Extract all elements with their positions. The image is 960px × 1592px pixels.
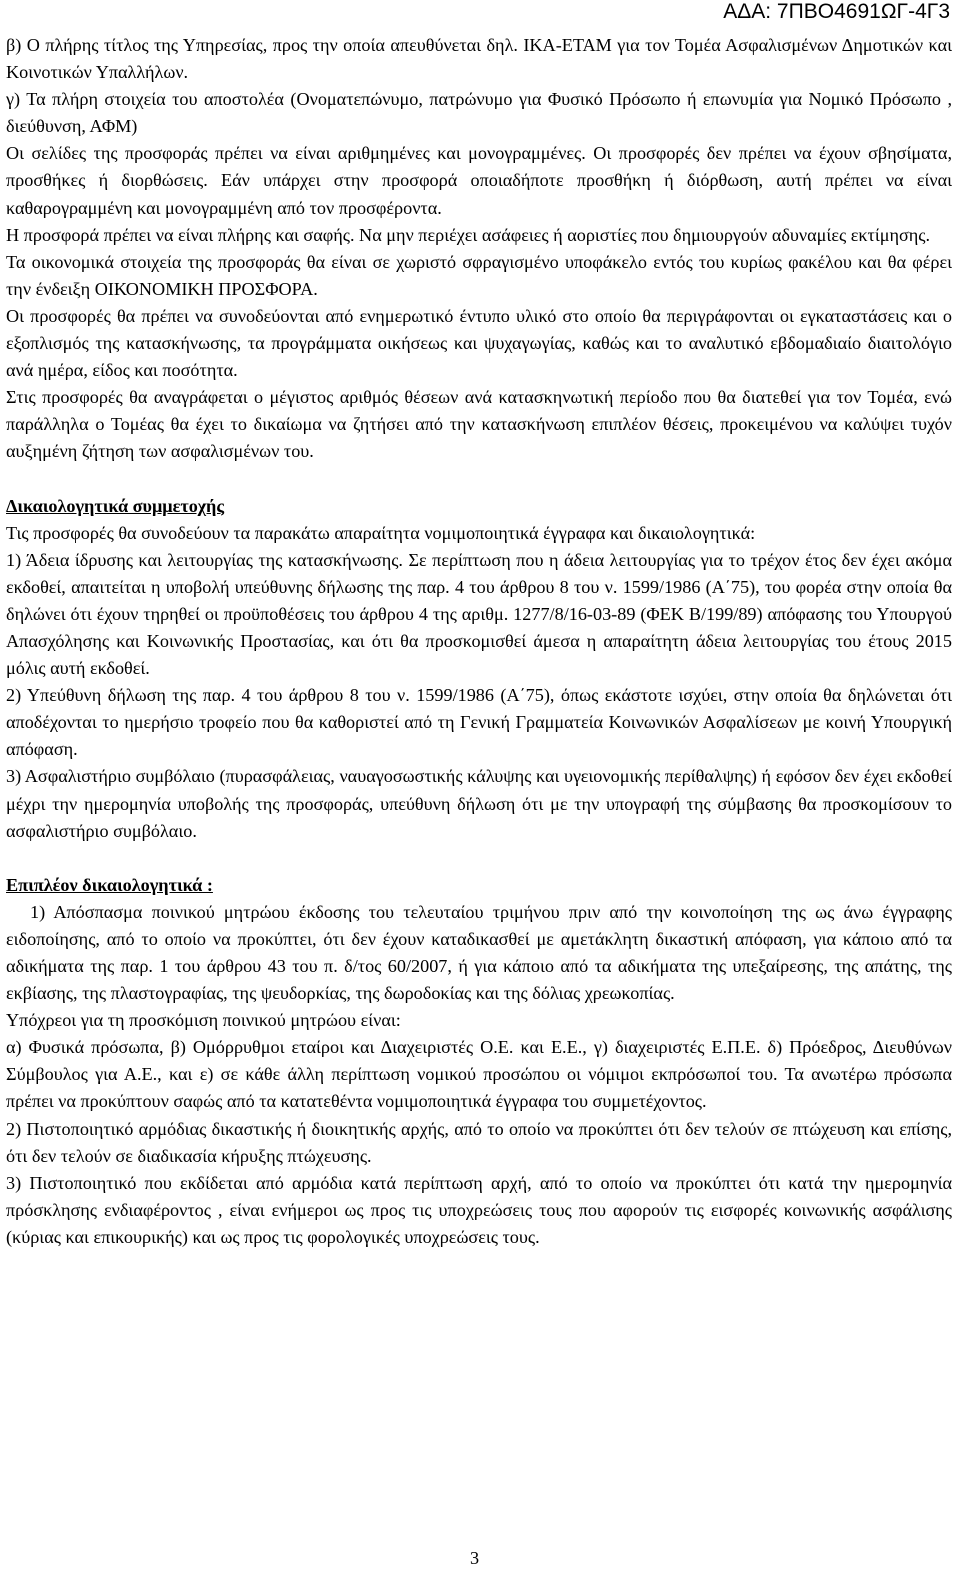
spacer — [6, 466, 952, 493]
paragraph-informational-material: Οι προσφορές θα πρέπει να συνοδεύονται από ενημερωτικό έντυπο υλικό στο οποίο θα περιγράφονται οι εγκαταστάσεις και ο εξοπλισμός της κατασκήνωσης, τα προγράμματα οικήσεως και ψυχαγωγίας, καθώς και το αναλυτικό εβδομαδιαίο διαιτολόγιο ανά ημέρα, είδος και ποσότητα. — [6, 305, 952, 381]
paragraph-obliged-persons-intro: Υπόχρεοι για τη προσκόμιση ποινικού μητρώου είναι: — [6, 1010, 401, 1031]
paragraph-max-positions: Στις προσφορές θα αναγράφεται ο μέγιστος αριθμός θέσεων ανά κατασκηνωτική περίοδο που θα διατεθεί για τον Τομέα, ενώ παράλληλα ο Τομέας θα έχει το δικαίωμα να ζητήσει από την κατασκήνωση επιπλέον θέσεις, προκειμένου να καλύψει τυχόν αυξημένη ζήτηση των ασφαλισμένων του. — [6, 387, 952, 462]
paragraph-obliged-persons: α) Φυσικά πρόσωπα, β) Ομόρρυθμοι εταίροι και Διαχειριστές Ο.Ε. και Ε.Ε., γ) διαχειριστές Ε.Π.Ε. δ) Πρόεδρος, Διευθύνων Σύμβουλος για Α.Ε., και ε) σε κάθε άλλη περίπτωση νομικού προσώπου οι νόμιμοι εκπρόσωποί του. Τα ανωτέρω πρόσωπα πρέπει να προκύπτουν σαφώς από τα κατατεθέντα νομιμοποιητικά έγγραφα του συμμετέχοντος. — [6, 1037, 952, 1112]
paragraph-insurance: 3) Ασφαλιστήριο συμβόλαιο (πυρασφάλειας, ναυαγοσωστικής κάλυψης και υγειονομικής περίθαλψης) ή εφόσον δεν έχει εκδοθεί μέχρι την ημερομηνία υποβολής της προσφοράς, υπεύθυνη δήλωση ότι με την υπογραφή της σύμβασης θα προσκομίσουν το ασφαλιστήριο συμβόλαιο. — [6, 766, 952, 841]
page-number: 3 — [470, 1548, 480, 1568]
paragraph-social-security-certificate: 3) Πιστοποιητικό που εκδίδεται από αρμόδια κατά περίπτωση αρχή, από το οποίο να προκύπτει ότι κατά την ημερομηνία πρόσκλησης ενδιαφέροντος , είναι ενήμεροι ως προς τις υποχρεώσεις τους που αφορούν τις εισφορές κοινωνικής ασφάλισης (κύριας και επικουρικής) και ως προς τις φορολογικές υποχρεώσεις τους. — [6, 1172, 952, 1247]
paragraph-page-numbering: Οι σελίδες της προσφοράς πρέπει να είναι αριθμημένες και μονογραμμένες. Οι προσφορές δεν πρέπει να έχουν σβησίματα, προσθήκες ή διορθώσεις. Εάν υπάρχει στην προσφορά οποιαδήποτε προσθήκη ή διόρθωση, αυτή πρέπει να είναι καθαρογραμμένη και μονογραμμένη από τον προσφέροντα. — [6, 143, 952, 218]
document-body — [6, 32, 952, 1251]
ada-identifier: ΑΔΑ: 7ΠΒΟ4691ΩΓ-4Γ3 — [723, 0, 950, 23]
paragraph-criminal-record: 1) Απόσπασμα ποινικού μητρώου έκδοσης του τελευταίου τριμήνου πριν από την κοινοποίηση της ως άνω έγγραφης ειδοποίησης, από το οποίο να προκύπτει, ότι δεν έχουν καταδικασθεί με αμετάκλητη δικαστική απόφαση, για κάποιο από τα αδικήματα της παρ. 1 του άρθρου 43 του π. δ/τος 60/2007, ή για κάποιο από τα αδικήματα της υπεξαίρεσης, της απάτης, της εκβίασης, της πλαστογραφίας, της ψευδορκίας, της δωροδοκίας και της δόλιας χρεωκοπίας. — [6, 901, 952, 1004]
spacer — [6, 845, 952, 872]
paragraph-financial-envelope: Τα οικονομικά στοιχεία της προσφοράς θα είναι σε χωριστό σφραγισμένο υποφάκελο εντός του κυρίως φακέλου και θα φέρει την ένδειξη ΟΙΚΟΝΟΜΙΚΗ ΠΡΟΣΦΟΡΑ. — [6, 251, 952, 299]
heading-participation-documents: Δικαιολογητικά συμμετοχής — [6, 495, 225, 516]
heading-additional-documents: Επιπλέον δικαιολογητικά : — [6, 874, 213, 895]
paragraph-documents-intro: Τις προσφορές θα συνοδεύουν τα παρακάτω απαραίτητα νομιμοποιητικά έγγραφα και δικαιολογητικά: — [6, 522, 756, 543]
paragraph-license: 1) Άδεια ίδρυσης και λειτουργίας της κατασκήνωσης. Σε περίπτωση που η άδεια λειτουργίας για το τρέχον έτος δεν έχει ακόμα εκδοθεί, απαιτείται η υποβολή υπεύθυνης δήλωσης της παρ. 4 του άρθρου 8 του ν. 1599/1986 (Α΄75), του φορέα στην οποία θα δηλώνει ότι έχουν τηρηθεί οι προϋποθέσεις του άρθρου 4 της αριθμ. 1277/8/16-03-89 (ΦΕΚ Β/199/89) απόφασης του Υπουργού Απασχόλησης και Κοινωνικής Προστασίας, και ότι θα προσκομισθεί άμεσα η απαραίτητη άδεια λειτουργίας του έτους 2015 μόλις αυτή εκδοθεί. — [6, 549, 952, 679]
paragraph-recipient-title: β) Ο πλήρης τίτλος της Υπηρεσίας, προς την οποία απευθύνεται δηλ. ΙΚΑ-ΕΤΑΜ για τον Τομέα Ασφαλισμένων Δημοτικών και Κοινοτικών Υπαλλήλων. — [6, 35, 952, 83]
paragraph-clarity: Η προσφορά πρέπει να είναι πλήρης και σαφής. Να μην περιέχει ασάφειες ή αοριστίες που δημιουργούν αδυναμίες εκτίμησης. — [6, 224, 931, 245]
paragraph-bankruptcy-certificate: 2) Πιστοποιητικό αρμόδιας δικαστικής ή διοικητικής αρχής, από το οποίο να προκύπτει ότι δεν τελούν σε πτώχευση και επίσης, ότι δεν τελούν σε διαδικασία κήρυξης πτώχευσης. — [6, 1118, 952, 1166]
paragraph-sender-details: γ) Τα πλήρη στοιχεία του αποστολέα (Ονοματεπώνυμο, πατρώνυμο για Φυσικό Πρόσωπο ή επωνυμία για Νομικό Πρόσωπο , διεύθυνση, ΑΦΜ) — [6, 89, 952, 137]
paragraph-solemn-declaration: 2) Υπεύθυνη δήλωση της παρ. 4 του άρθρου 8 του ν. 1599/1986 (Α΄75), όπως εκάστοτε ισχύει, στην οποία θα δηλώνεται ότι αποδέχονται το ημερήσιο τροφείο που θα καθοριστεί από τη Γενική Γραμματεία Κοινωνικών Ασφαλίσεων με κοινή Υπουργική απόφαση. — [6, 685, 952, 760]
